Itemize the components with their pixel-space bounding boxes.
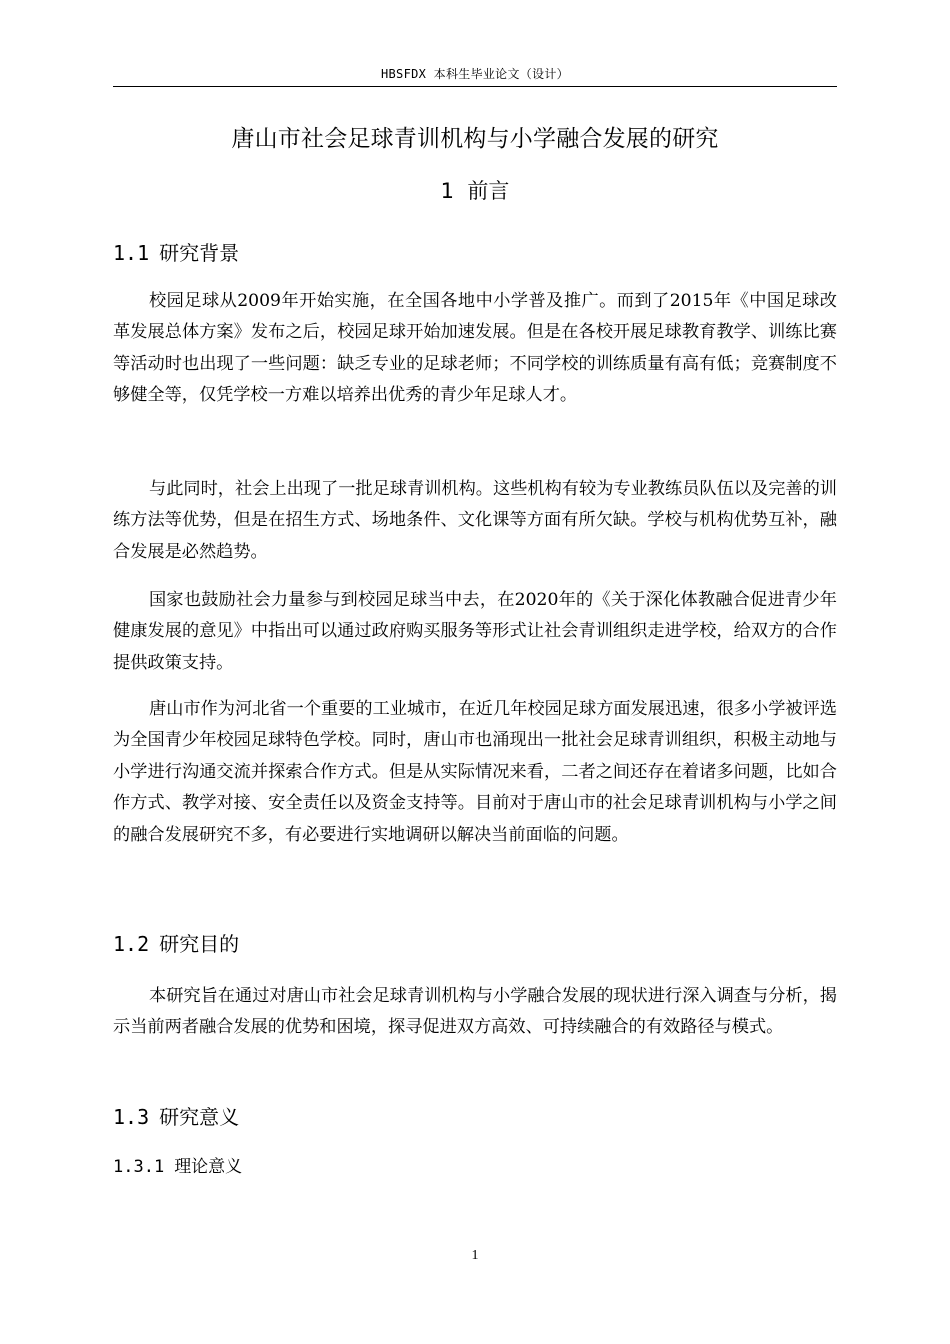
section-number: 1.3 xyxy=(113,1105,150,1129)
section-number: 1.2 xyxy=(113,932,150,956)
header-rule xyxy=(113,86,837,87)
running-header: HBSFDX 本科生毕业论文（设计） xyxy=(381,67,569,81)
section-heading-background xyxy=(113,238,239,268)
chapter-title: 前言 xyxy=(467,179,510,203)
section-title: 研究意义 xyxy=(159,1105,240,1129)
section-heading-purpose xyxy=(113,929,239,959)
paragraph: 国家也鼓励社会力量参与到校园足球当中去，在2020年的《关于深化体教融合促进青少年健康发展的意见》中指出可以通过政府购买服务等形式让社会青训组织走进学校，给双方的合作提供政策支持。 xyxy=(113,590,837,673)
page-number: 1 xyxy=(471,1248,479,1263)
paragraph: 本研究旨在通过对唐山市社会足球青训机构与小学融合发展的现状进行深入调查与分析，揭示当前两者融合发展的优势和困境，探寻促进双方高效、可持续融合的有效路径与模式。 xyxy=(113,986,837,1038)
subsection-heading-theory xyxy=(113,1154,242,1180)
document-title: 唐山市社会足球青训机构与小学融合发展的研究 xyxy=(231,126,719,152)
subsection-title: 理论意义 xyxy=(174,1157,243,1177)
paragraph: 唐山市作为河北省一个重要的工业城市，在近几年校园足球方面发展迅速，很多小学被评选为全国青少年校园足球特色学校。同时，唐山市也涌现出一批社会足球青训组织，积极主动地与小学进行沟通交流并探索合作方式。但是从实际情况来看，二者之间还存在着诸多问题，比如合作方式、教学对接、安全责任以及资金支持等。目前对于唐山市的社会足球青训机构与小学之间的融合发展研究不多，有必要进行实地调研以解决当前面临的问题。 xyxy=(113,699,837,845)
section-title: 研究背景 xyxy=(159,241,240,265)
chapter-number: 1 xyxy=(440,179,454,203)
section-title: 研究目的 xyxy=(159,932,240,956)
section-heading-significance xyxy=(113,1102,239,1132)
paragraph: 校园足球从2009年开始实施，在全国各地中小学普及推广。而到了2015年《中国足球改革发展总体方案》发布之后，校园足球开始加速发展。但是在各校开展足球教育教学、训练比赛等活动时也出现了一些问题：缺乏专业的足球老师；不同学校的训练质量有高有低；竞赛制度不够健全等，仅凭学校一方难以培养出优秀的青少年足球人才。 xyxy=(113,291,837,406)
section-number: 1.1 xyxy=(113,241,150,265)
paragraph: 与此同时，社会上出现了一批足球青训机构。这些机构有较为专业教练员队伍以及完善的训练方法等优势，但是在招生方式、场地条件、文化课等方面有所欠缺。学校与机构优势互补，融合发展是必然趋势。 xyxy=(113,479,837,562)
chapter-heading xyxy=(113,175,837,207)
subsection-number: 1.3.1 xyxy=(113,1157,165,1177)
